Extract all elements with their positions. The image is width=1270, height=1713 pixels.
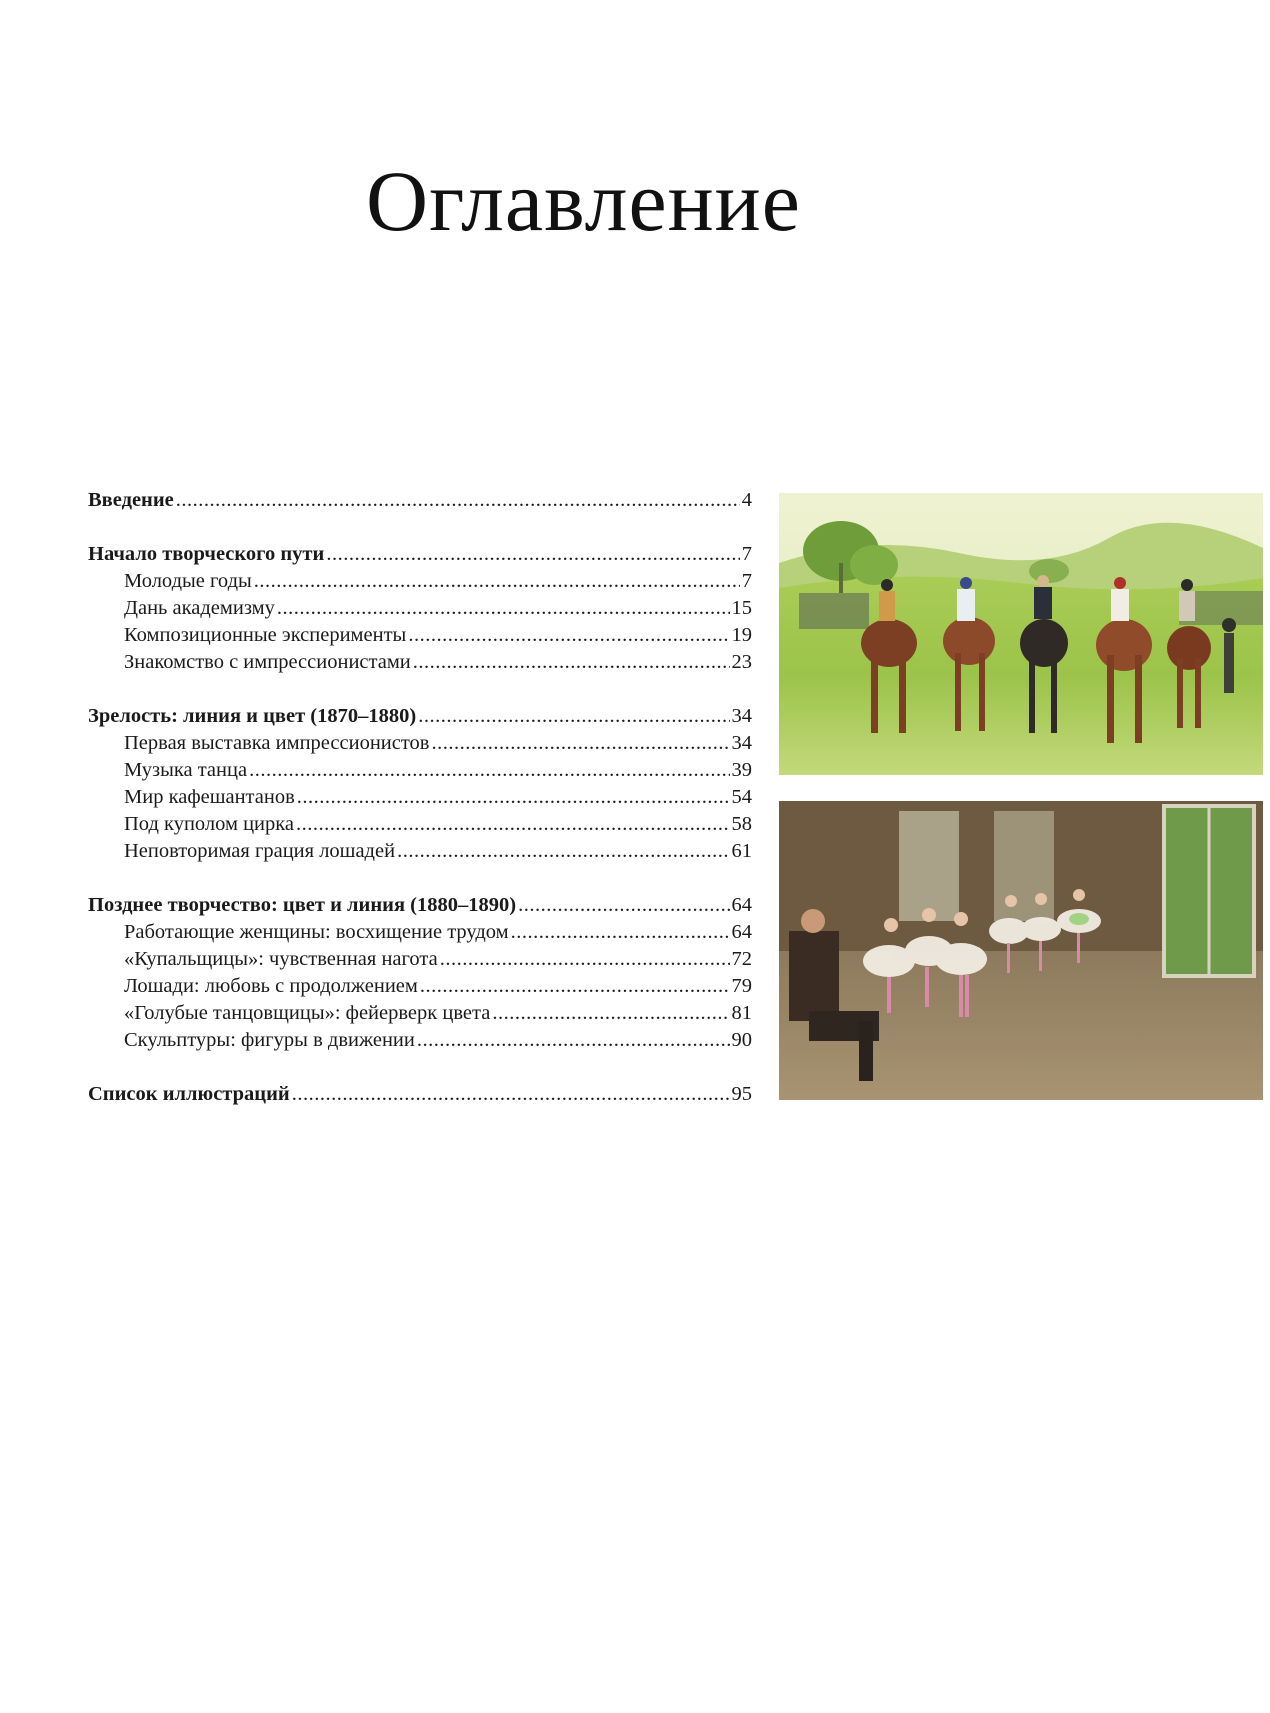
dot-leader bbox=[249, 757, 729, 784]
dot-leader bbox=[492, 1000, 729, 1027]
toc-subsection-entry[interactable] bbox=[88, 784, 752, 811]
toc-entry-label: Мир кафешантанов bbox=[124, 786, 295, 808]
dot-leader bbox=[431, 730, 729, 757]
toc-entry-label: Лошади: любовь с продолжением bbox=[124, 975, 418, 997]
toc-section bbox=[88, 892, 752, 1054]
toc-subsection-entry[interactable] bbox=[88, 730, 752, 757]
toc-entry-label: «Купальщицы»: чувственная нагота bbox=[124, 948, 438, 970]
toc-chapter-entry[interactable] bbox=[88, 1081, 752, 1108]
toc-chapter-entry[interactable] bbox=[88, 892, 752, 919]
toc-entry-label: Музыка танца bbox=[124, 759, 248, 781]
toc-entry-label: «Голубые танцовщицы»: фейерверк цвета bbox=[124, 1002, 491, 1024]
toc-page-number: 72 bbox=[731, 948, 752, 970]
toc-subsection-entry[interactable] bbox=[88, 568, 752, 595]
toc-page-number: 39 bbox=[731, 759, 752, 781]
dot-leader bbox=[417, 1027, 730, 1054]
toc-page-number: 64 bbox=[731, 894, 752, 916]
toc-chapter-entry[interactable] bbox=[88, 703, 752, 730]
dot-leader bbox=[418, 703, 729, 730]
toc-page-number: 90 bbox=[731, 1029, 752, 1051]
toc-page-number: 58 bbox=[731, 813, 752, 835]
dot-leader bbox=[511, 919, 730, 946]
toc-page-number: 4 bbox=[741, 489, 752, 511]
toc-entry-label: Знакомство с импрессионистами bbox=[124, 651, 411, 673]
dot-leader bbox=[397, 838, 729, 865]
toc-entry-label: Начало творческого пути bbox=[88, 543, 325, 565]
toc-page-number: 64 bbox=[731, 921, 752, 943]
toc-subsection-entry[interactable] bbox=[88, 919, 752, 946]
toc-entry-label: Дань академизму bbox=[124, 597, 275, 619]
toc-subsection-entry[interactable] bbox=[88, 973, 752, 1000]
toc-page-number: 81 bbox=[731, 1002, 752, 1024]
toc-subsection-entry[interactable] bbox=[88, 757, 752, 784]
toc-subsection-entry[interactable] bbox=[88, 811, 752, 838]
toc-entry-label: Под куполом цирка bbox=[124, 813, 295, 835]
toc-subsection-entry[interactable] bbox=[88, 1027, 752, 1054]
dot-leader bbox=[254, 568, 740, 595]
toc-page-number: 79 bbox=[731, 975, 752, 997]
dancers-painting bbox=[779, 801, 1263, 1100]
toc-subsection-entry[interactable] bbox=[88, 595, 752, 622]
toc-page-number: 19 bbox=[731, 624, 752, 646]
table-of-contents bbox=[88, 487, 752, 1135]
toc-subsection-entry[interactable] bbox=[88, 622, 752, 649]
toc-subsection-entry[interactable] bbox=[88, 946, 752, 973]
dot-leader bbox=[440, 946, 730, 973]
toc-entry-label: Композиционные эксперименты bbox=[124, 624, 407, 646]
toc-entry-label: Зрелость: линия и цвет (1870–1880) bbox=[88, 705, 417, 727]
toc-entry-label: Неповторимая грация лошадей bbox=[124, 840, 396, 862]
dot-leader bbox=[420, 973, 730, 1000]
toc-subsection-entry[interactable] bbox=[88, 649, 752, 676]
dot-leader bbox=[326, 541, 739, 568]
toc-page-number: 54 bbox=[731, 786, 752, 808]
dot-leader bbox=[408, 622, 729, 649]
toc-entry-label: Первая выставка импрессионистов bbox=[124, 732, 430, 754]
dot-leader bbox=[413, 649, 730, 676]
dot-leader bbox=[176, 487, 740, 514]
jockeys-painting bbox=[779, 493, 1263, 775]
dot-leader bbox=[518, 892, 729, 919]
toc-subsection-entry[interactable] bbox=[88, 1000, 752, 1027]
toc-entry-label: Позднее творчество: цвет и линия (1880–1890) bbox=[88, 894, 517, 916]
toc-page-number: 34 bbox=[731, 732, 752, 754]
toc-page-number: 34 bbox=[731, 705, 752, 727]
toc-page-number: 61 bbox=[731, 840, 752, 862]
dot-leader bbox=[296, 811, 729, 838]
toc-page-number: 95 bbox=[731, 1083, 752, 1105]
dot-leader bbox=[297, 784, 730, 811]
toc-section bbox=[88, 1081, 752, 1108]
toc-page-number: 23 bbox=[731, 651, 752, 673]
toc-entry-label: Работающие женщины: восхищение трудом bbox=[124, 921, 509, 943]
page-title: Оглавление bbox=[366, 153, 801, 249]
toc-subsection-entry[interactable] bbox=[88, 838, 752, 865]
toc-page-number: 7 bbox=[741, 570, 752, 592]
toc-entry-label: Введение bbox=[88, 489, 174, 511]
dot-leader bbox=[277, 595, 730, 622]
toc-section bbox=[88, 487, 752, 514]
toc-section bbox=[88, 703, 752, 865]
toc-page-number: 15 bbox=[731, 597, 752, 619]
toc-chapter-entry[interactable] bbox=[88, 487, 752, 514]
toc-entry-label: Список иллюстраций bbox=[88, 1083, 290, 1105]
toc-page-number: 7 bbox=[741, 543, 752, 565]
toc-chapter-entry[interactable] bbox=[88, 541, 752, 568]
toc-entry-label: Молодые годы bbox=[124, 570, 252, 592]
toc-entry-label: Скульптуры: фигуры в движении bbox=[124, 1029, 415, 1051]
dot-leader bbox=[292, 1081, 730, 1108]
toc-section bbox=[88, 541, 752, 676]
